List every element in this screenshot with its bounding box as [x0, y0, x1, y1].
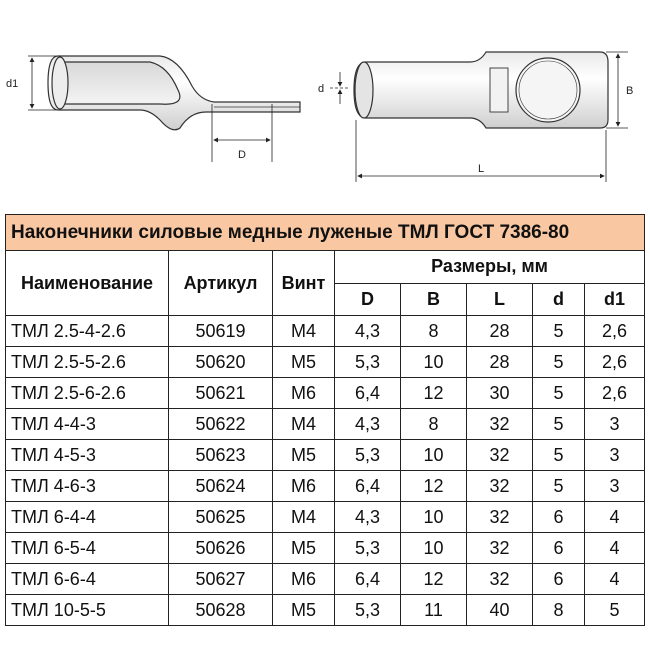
- cell-D: 5,3: [335, 347, 401, 378]
- cell-D: 5,3: [335, 533, 401, 564]
- cell-screw: М4: [273, 316, 335, 347]
- table-row: [6, 471, 645, 502]
- cell-L: 28: [467, 316, 533, 347]
- cell-name: ТМЛ 10-5-5: [6, 595, 169, 626]
- cell-article: 50620: [169, 347, 273, 378]
- cell-d1: 2,6: [585, 347, 645, 378]
- cell-screw: М6: [273, 564, 335, 595]
- cell-B: 11: [401, 595, 467, 626]
- cell-d: 5: [533, 471, 585, 502]
- cell-B: 12: [401, 564, 467, 595]
- cell-screw: М4: [273, 409, 335, 440]
- cell-d: 8: [533, 595, 585, 626]
- cell-article: 50624: [169, 471, 273, 502]
- cell-article: 50628: [169, 595, 273, 626]
- table-row: [6, 378, 645, 409]
- cell-d: 5: [533, 440, 585, 471]
- cell-D: 4,3: [335, 409, 401, 440]
- table-row: [6, 502, 645, 533]
- cell-D: 4,3: [335, 316, 401, 347]
- cell-D: 5,3: [335, 440, 401, 471]
- cell-d: 6: [533, 502, 585, 533]
- table-body: [6, 316, 645, 626]
- lug-technical-drawing: [0, 0, 650, 210]
- cell-d1: 3: [585, 440, 645, 471]
- table-row: [6, 440, 645, 471]
- table-row: [6, 564, 645, 595]
- table-row: [6, 533, 645, 564]
- specification-table: [5, 214, 645, 626]
- header-d: d: [533, 283, 585, 316]
- cell-B: 10: [401, 502, 467, 533]
- table-title: Наконечники силовые медные луженые ТМЛ ГОСТ 7386-80: [6, 215, 645, 251]
- cell-d: 6: [533, 564, 585, 595]
- cell-name: ТМЛ 4-4-3: [6, 409, 169, 440]
- cell-screw: М5: [273, 347, 335, 378]
- cell-screw: М5: [273, 440, 335, 471]
- cell-d1: 3: [585, 471, 645, 502]
- cell-name: ТМЛ 6-6-4: [6, 564, 169, 595]
- cell-d1: 5: [585, 595, 645, 626]
- dim-B-line: [606, 52, 628, 128]
- cell-screw: М6: [273, 378, 335, 409]
- cell-name: ТМЛ 6-5-4: [6, 533, 169, 564]
- cell-d: 5: [533, 316, 585, 347]
- cell-L: 40: [467, 595, 533, 626]
- cell-D: 5,3: [335, 595, 401, 626]
- cell-d: 5: [533, 347, 585, 378]
- dim-d1-label: d1: [6, 78, 19, 90]
- cell-B: 12: [401, 471, 467, 502]
- dim-d-label: d: [318, 83, 325, 95]
- cell-L: 30: [467, 378, 533, 409]
- cell-B: 8: [401, 409, 467, 440]
- cell-D: 4,3: [335, 502, 401, 533]
- cell-screw: М5: [273, 595, 335, 626]
- table-row: [6, 316, 645, 347]
- cell-B: 10: [401, 440, 467, 471]
- table-row: [6, 409, 645, 440]
- cell-L: 28: [467, 347, 533, 378]
- cell-name: ТМЛ 2.5-5-2.6: [6, 347, 169, 378]
- cell-screw: М6: [273, 471, 335, 502]
- cell-article: 50622: [169, 409, 273, 440]
- cell-screw: М4: [273, 502, 335, 533]
- cell-L: 32: [467, 409, 533, 440]
- header-D: D: [335, 283, 401, 316]
- dim-D-label: D: [238, 149, 246, 161]
- dim-L-label: L: [478, 163, 485, 175]
- header-article: Артикул: [169, 251, 273, 316]
- cell-d1: 4: [585, 502, 645, 533]
- dim-B-label: B: [626, 85, 634, 97]
- cell-screw: М5: [273, 533, 335, 564]
- cell-article: 50626: [169, 533, 273, 564]
- cell-D: 6,4: [335, 564, 401, 595]
- cell-L: 32: [467, 440, 533, 471]
- cell-D: 6,4: [335, 471, 401, 502]
- header-screw: Винт: [273, 251, 335, 316]
- table-row: [6, 595, 645, 626]
- side-view: [48, 56, 300, 130]
- cell-d1: 2,6: [585, 378, 645, 409]
- header-B: B: [401, 283, 467, 316]
- cell-B: 10: [401, 347, 467, 378]
- cell-name: ТМЛ 2.5-4-2.6: [6, 316, 169, 347]
- cell-article: 50625: [169, 502, 273, 533]
- cell-d: 6: [533, 533, 585, 564]
- cell-article: 50627: [169, 564, 273, 595]
- cell-name: ТМЛ 2.5-6-2.6: [6, 378, 169, 409]
- cell-L: 32: [467, 471, 533, 502]
- cell-name: ТМЛ 6-4-4: [6, 502, 169, 533]
- cell-d1: 3: [585, 409, 645, 440]
- top-view: [354, 52, 608, 128]
- cell-d1: 4: [585, 564, 645, 595]
- table-row: [6, 347, 645, 378]
- cell-article: 50623: [169, 440, 273, 471]
- cell-d1: 4: [585, 533, 645, 564]
- cell-d: 5: [533, 409, 585, 440]
- cell-L: 32: [467, 564, 533, 595]
- cell-name: ТМЛ 4-6-3: [6, 471, 169, 502]
- cell-B: 8: [401, 316, 467, 347]
- cell-article: 50619: [169, 316, 273, 347]
- cell-B: 12: [401, 378, 467, 409]
- dim-d-line: [330, 72, 350, 104]
- cell-d1: 2,6: [585, 316, 645, 347]
- cell-B: 10: [401, 533, 467, 564]
- cell-article: 50621: [169, 378, 273, 409]
- cell-D: 6,4: [335, 378, 401, 409]
- cell-name: ТМЛ 4-5-3: [6, 440, 169, 471]
- cell-L: 32: [467, 502, 533, 533]
- header-dimensions-group: Размеры, мм: [335, 251, 645, 284]
- header-L: L: [467, 283, 533, 316]
- header-d1: d1: [585, 283, 645, 316]
- header-name: Наименование: [6, 251, 169, 316]
- cell-L: 32: [467, 533, 533, 564]
- cell-d: 5: [533, 378, 585, 409]
